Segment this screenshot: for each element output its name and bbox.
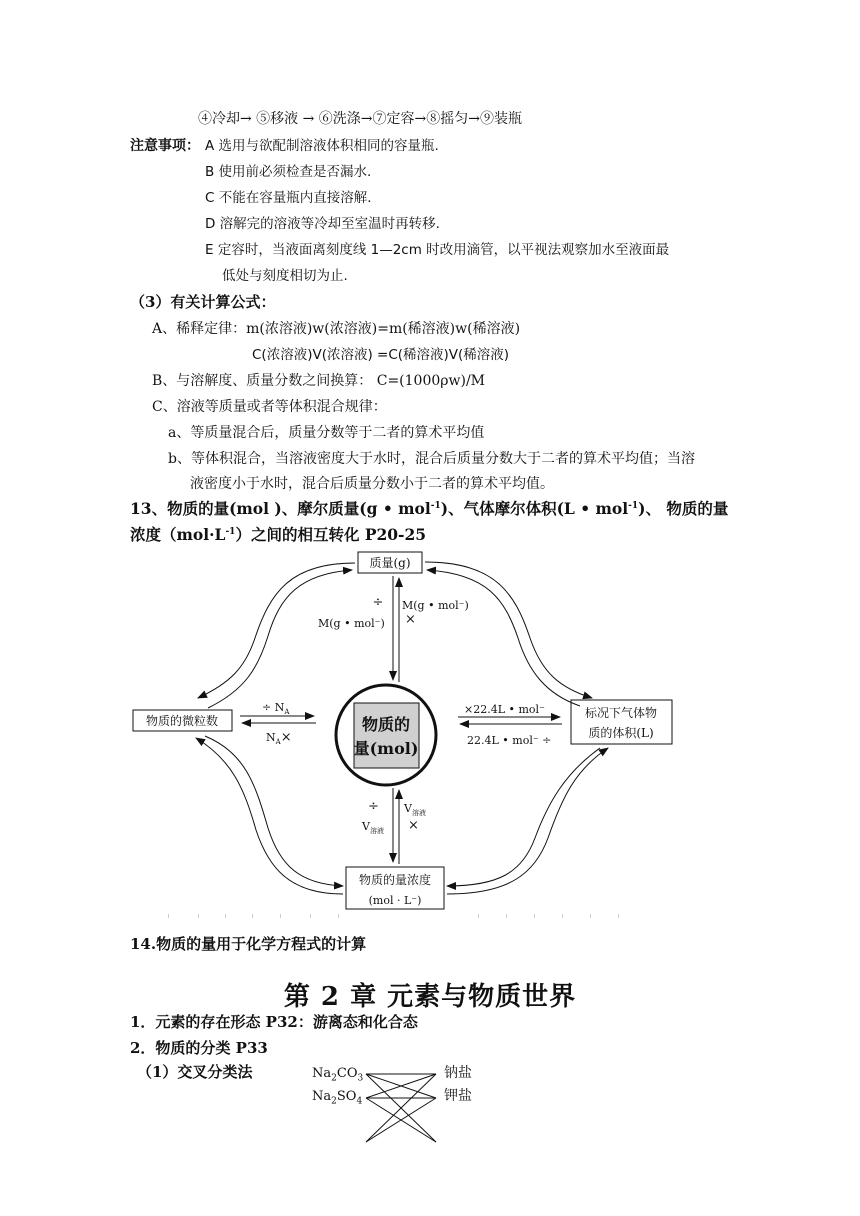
formula-c-b-cont: 液密度小于水时，混合后质量分数小于二者的算术平均值。 xyxy=(190,476,554,492)
top-divide-sign: ÷ xyxy=(372,595,384,610)
section-13-heading: 13、物质的量(mol )、摩尔质量(g • mol$^{-1}$)、气体摩尔体积(L • mol$^{-1}$)、 物质的量 xyxy=(130,499,729,518)
note-a: A 选用与欲配制溶液体积相同的容量瓶. xyxy=(205,138,439,154)
curve-volume-to-conc xyxy=(447,748,600,886)
notes-title: 注意事项： xyxy=(130,138,200,154)
formula-c-b: b、等体积混合，当溶液密度大于水时，混合后质量分数大于二者的算术平均值；当溶 xyxy=(168,451,695,467)
concentration-box-label-2: (mol · L⁻) xyxy=(368,894,422,907)
gas-volume-box-label-1: 标况下气体物 xyxy=(584,706,658,720)
potassium-salt-label: 钾盐 xyxy=(444,1088,472,1104)
na2co3-label: $Na_2CO_3$ xyxy=(312,1066,364,1084)
top-multiply-label: M(g • mol⁻) xyxy=(402,599,469,612)
center-square xyxy=(354,703,419,768)
left-multiply-label: $N_A\times$ xyxy=(266,730,292,746)
note-e: E 定容时，当液面离刻度线 1—2cm 时改用滴管，以平视法观察加水至液面最 xyxy=(205,242,670,258)
curve-particles-to-mass xyxy=(208,570,352,708)
bottom-divide-sign: ÷ xyxy=(368,799,379,814)
bottom-multiply-label: $V_{溶液}$ xyxy=(404,802,426,817)
sodium-salt-label: 钠盐 xyxy=(444,1065,472,1081)
note-d: D 溶解完的溶液等冷却至室温时再转移. xyxy=(205,216,440,232)
curve-mass-to-volume xyxy=(425,562,592,698)
ch2-item-1: 1．元素的存在形态 P32：游离态和化合态 xyxy=(130,1013,418,1031)
curve-conc-to-particles xyxy=(196,738,343,894)
mass-box-label: 质量(g) xyxy=(369,556,411,570)
chapter-title: 第 2 章 元素与物质世界 xyxy=(283,982,577,1012)
formula-c-a: a、等质量混合后，质量分数等于二者的算术平均值 xyxy=(168,425,485,441)
conversion-diagram xyxy=(0,548,860,928)
bottom-divide-label: $V_{溶液}$ xyxy=(362,820,384,835)
top-divide-label: M(g • mol⁻) xyxy=(318,617,385,630)
center-label-1: 物质的 xyxy=(361,715,411,734)
scan-marks xyxy=(168,914,619,918)
steps-line: ④冷却→ ⑤移液 → ⑥洗涤→⑦定容→⑧摇匀→⑨装瓶 xyxy=(198,111,523,127)
gas-volume-box-label-2: 质的体积(L) xyxy=(588,726,654,740)
note-c: C 不能在容量瓶内直接溶解. xyxy=(205,190,372,206)
section-13-heading-cont: 浓度$(mol\cdot L^{-1})$之间的相互转化 P20-25 xyxy=(130,525,427,544)
concentration-box-label-1: 物质的量浓度 xyxy=(358,873,432,887)
formula-a-line2: C(浓溶液)V(浓溶液) =C(稀溶液)V(稀溶液) xyxy=(252,347,510,363)
note-e-cont: 低处与刻度相切为止. xyxy=(222,268,348,284)
right-divide-label: 22.4L • mol⁻ ÷ xyxy=(467,734,552,747)
formula-c: C、溶液等质量或者等体积混合规律： xyxy=(152,399,387,415)
note-b: B 使用前必须检查是否漏水. xyxy=(205,164,372,180)
curve-particles-to-conc xyxy=(205,736,343,886)
particles-box-label: 物质的微粒数 xyxy=(145,714,219,728)
right-multiply-label: ×22.4L • mol⁻ xyxy=(464,703,545,716)
cross-lines xyxy=(360,1066,440,1146)
top-multiply-sign: × xyxy=(405,612,416,627)
formula-a: A、稀释定律：m(浓溶液)w(浓溶液)=m(稀溶液)w(稀溶液) xyxy=(152,321,521,337)
na2so4-label: $Na_2SO_4$ xyxy=(312,1089,363,1107)
curve-volume-to-mass xyxy=(427,570,580,706)
cross-classification-label: （1）交叉分类法 xyxy=(137,1063,253,1081)
ch2-item-2: 2．物质的分类 P33 xyxy=(130,1039,268,1057)
left-divide-label: ÷ $N_A$ xyxy=(262,701,290,716)
center-label-2: 量(mol) xyxy=(353,739,419,758)
formula-b: B、与溶解度、质量分数之间换算： C=(1000ρw)/M xyxy=(152,373,485,389)
formulas-title: （3）有关计算公式： xyxy=(130,293,276,311)
curve-mass-to-particles xyxy=(198,563,355,698)
section-14-heading: 14.物质的量用于化学方程式的计算 xyxy=(130,935,367,953)
bottom-multiply-sign: × xyxy=(408,818,419,833)
curve-conc-to-volume xyxy=(447,748,608,894)
